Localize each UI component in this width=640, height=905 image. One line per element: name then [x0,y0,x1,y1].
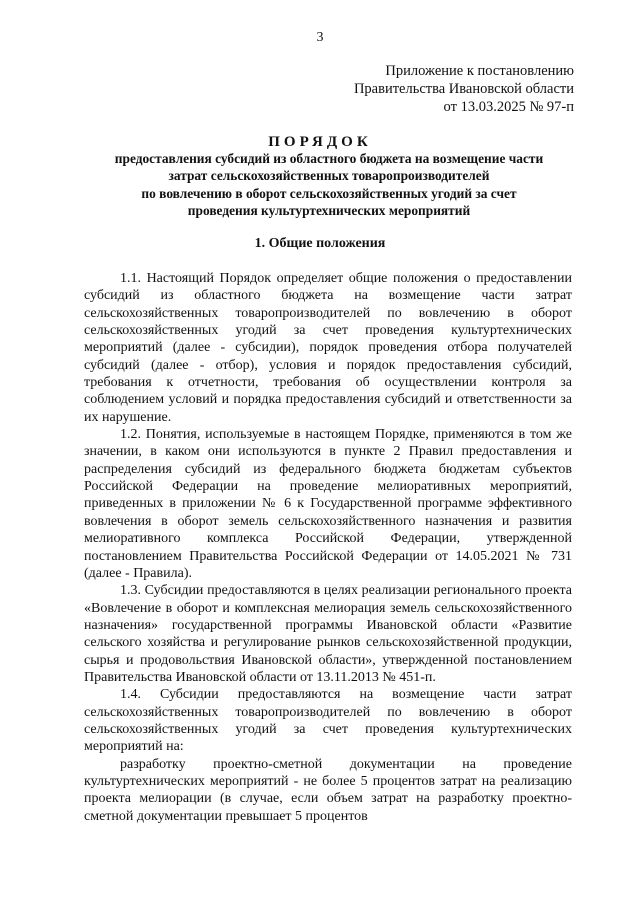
document-body [84,270,572,825]
page-number: 3 [316,30,324,45]
section-heading: 1. Общие положения [254,236,386,251]
approval-line: Приложение к постановлению [385,63,574,79]
approval-line: Правительства Ивановской области [353,81,574,97]
subtitle-line: проведения культуртехнических мероприятий [187,202,471,218]
document-title: ПОРЯДОК [268,134,372,150]
paragraph: 1.3. Субсидии предоставляются в целях реализации регионального проекта «Вовлечение в оборот и комплексная мелиорация земель сельскохозяйственного назначения» государственной программы Ивановской области «Развитие сельского хозяйства и регулирование рынков сельскохозяйственной продукции, сырья и продовольствия Ивановской области», утвержденной постановлением Правительства Ивановской области от 13.11.2013 № 451-п. [84,583,572,685]
paragraph: разработку проектно-сметной документации на проведение культуртехнических мероприятий - не более 5 процентов затрат на реализацию проекта мелиорации (в случае, если объем затрат на разработку проектно-сметной документации превышает 5 процентов [84,756,572,824]
document-subtitle [84,150,574,219]
paragraph: 1.1. Настоящий Порядок определяет общие положения о предоставлении субсидий из областного бюджета на возмещение части затрат сельскохозяйственных товаропроизводителей по вовлечению в оборот сельскохозяйственных угодий за счет проведения культуртехнических мероприятий (далее - субсидии), порядок проведения отбора получателей субсидий (далее - отбор), условия и порядок предоставления субсидий, требования к отчетности, требования об осуществлении контроля за соблюдением условий и порядка предоставления субсидий и ответственности за их нарушение. [84,271,572,425]
approval-line: от 13.03.2025 № 97-п [443,99,574,115]
subtitle-line: по вовлечению в оборот сельскохозяйственных угодий за счет [141,185,517,201]
paragraph: 1.2. Понятия, используемые в настоящем Порядке, применяются в том же значении, в каком они используются в пункте 2 Правил предоставления и распределения субсидий из федерального бюджета бюджетам субъектов Российской Федерации на проведение мелиоративных мероприятий, приведенных в приложении № 6 к Государственной программе эффективного вовлечения в оборот земель сельскохозяйственного назначения и развития мелиоративного комплекса Российской Федерации, утвержденной постановлением Правительства Российской Федерации от 14.05.2021 № 731 (далее - Правила). [84,427,572,581]
paragraph: 1.4. Субсидии предоставляются на возмещение части затрат сельскохозяйственных товаропроизводителей по вовлечению в оборот сельскохозяйственных угодий за счет проведения культуртехнических мероприятий на: [84,687,572,755]
subtitle-line: предоставления субсидий из областного бюджета на возмещение части [114,151,544,166]
subtitle-line: затрат сельскохозяйственных товаропроизводителей [168,168,490,184]
approval-block [354,62,574,116]
